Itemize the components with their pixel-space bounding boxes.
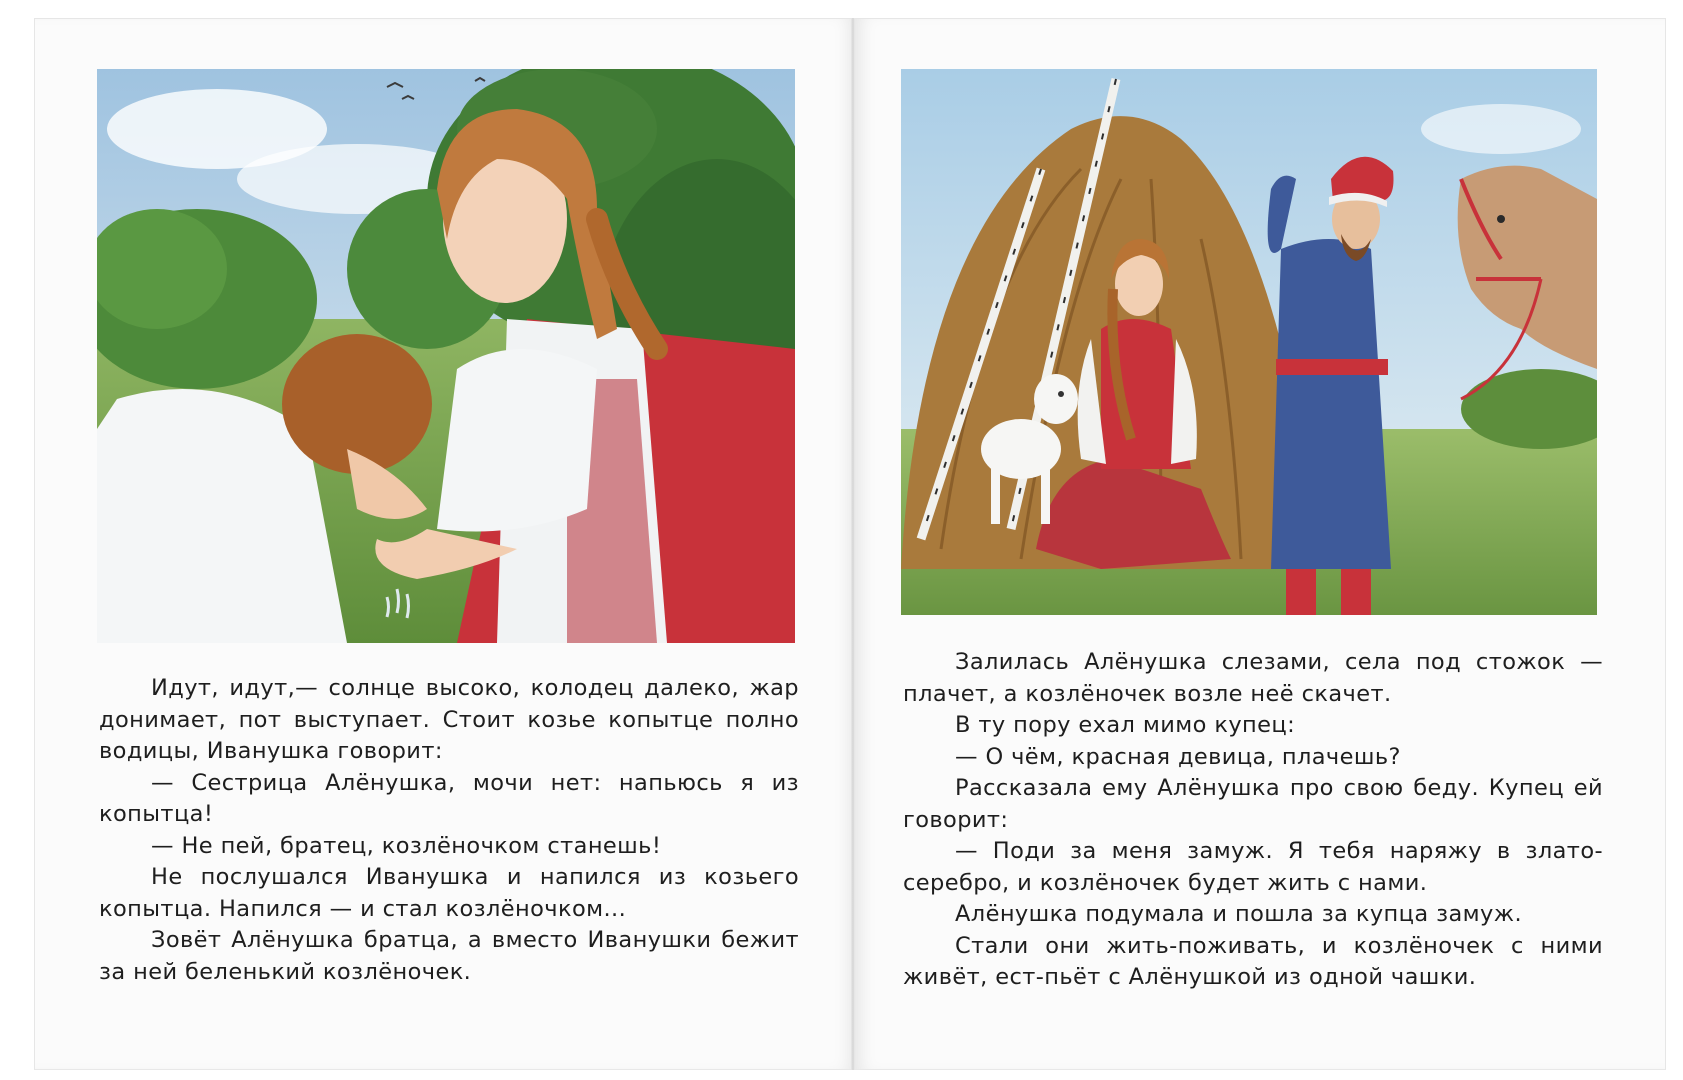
right-page (855, 18, 1666, 1070)
left-paragraph: Идут, идут,— солнце высоко, колодец далеко, жар донимает, пот выступает. Стоит козье копытце полно водицы, Иванушка говорит: (99, 675, 799, 764)
right-paragraph: В ту пору ехал мимо купец: (955, 712, 1296, 738)
sister-gives-brother-water-illustration-icon (97, 69, 795, 643)
right-paragraph: — О чём, красная девица, плачешь? (955, 743, 1401, 770)
left-page-text (99, 673, 799, 988)
left-paragraph: Зовёт Алёнушка братца, а вместо Иванушки бежит за ней беленький козлёночек. (99, 927, 799, 985)
right-paragraph: Рассказала ему Алёнушка про свою беду. Купец ей говорит: (903, 775, 1603, 833)
left-paragraph: — Не пей, братец, козлёночком станешь! (151, 832, 662, 859)
left-paragraph: — Сестрица Алёнушка, мочи нет: напьюсь я из копытца! (99, 769, 799, 827)
left-page (34, 18, 855, 1070)
right-paragraph: Алёнушка подумала и пошла за купца замуж. (955, 901, 1522, 927)
illustration-sister-and-brother (97, 69, 795, 643)
right-page-text (903, 647, 1603, 994)
right-paragraph: — Поди за меня замуж. Я тебя наряжу в злато-серебро, и козлёночек будет жить с нами. (903, 838, 1603, 896)
left-paragraph: Не послушался Иванушка и напился из козьего копытца. Напился — и стал козлёночком... (99, 864, 799, 922)
right-illustration-svg (901, 69, 1597, 615)
right-paragraph: Залилась Алёнушка слезами, села под стожок — плачет, а козлёночек возле неё скачет. (903, 649, 1603, 707)
haystack-merchant-goat-illustration-icon (901, 69, 1597, 615)
right-paragraph: Стали они жить-поживать, и козлёночек с ними живёт, ест-пьёт с Алёнушкой из одной чашки. (903, 932, 1603, 990)
left-illustration-svg (97, 69, 795, 643)
illustration-haystack-merchant (901, 69, 1597, 615)
